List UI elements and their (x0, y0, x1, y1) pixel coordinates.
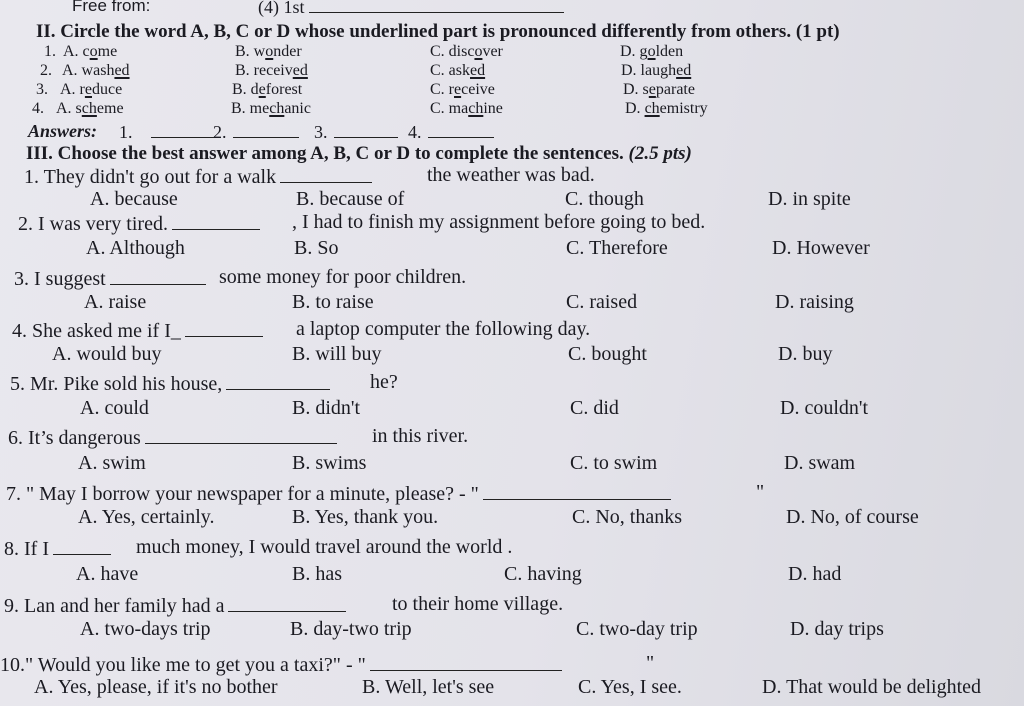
answer-blank[interactable] (185, 318, 263, 337)
underlined-part: e (648, 81, 656, 98)
answer-blank (151, 121, 215, 138)
question-text: 3. I suggest (14, 268, 106, 290)
question-text: 6. It’s dangerous (8, 427, 141, 449)
choice-c[interactable]: C. No, thanks (572, 506, 682, 528)
answer-blank[interactable] (226, 371, 330, 390)
answer-blank[interactable] (483, 481, 671, 500)
choice-c[interactable]: C. did (570, 397, 619, 419)
choice-a[interactable]: A. could (80, 397, 149, 419)
choice-a[interactable]: A. because (90, 188, 178, 210)
question-9 (4, 593, 350, 618)
option-d[interactable]: D. separate (623, 81, 695, 98)
underlined-part: o (89, 43, 98, 60)
choice-d[interactable]: D. raising (775, 291, 854, 313)
choice-c[interactable]: C. Yes, I see. (578, 676, 682, 698)
answers-line (28, 121, 97, 142)
question-text-end: in this river. (372, 425, 469, 447)
underlined-part: ch (269, 100, 285, 117)
underlined-part: ed (292, 62, 308, 79)
choice-c[interactable]: C. having (504, 563, 582, 585)
question-6 (8, 425, 341, 450)
option-d[interactable]: D. laughed (621, 62, 692, 79)
answer-blank[interactable] (145, 425, 337, 444)
choice-d[interactable]: D. day trips (790, 618, 884, 640)
question-8 (4, 536, 115, 561)
choice-a[interactable]: A. raise (84, 291, 147, 313)
row-number: 3. (36, 81, 48, 98)
question-7 (6, 481, 675, 506)
choice-a[interactable]: A. swim (78, 452, 146, 474)
choice-a[interactable]: A. Yes, certainly. (78, 506, 215, 528)
choice-b[interactable]: B. Yes, thank you. (292, 506, 439, 528)
answer-blank[interactable] (172, 211, 260, 230)
row-number: 2. (40, 62, 52, 79)
underlined-part: ch (81, 100, 97, 117)
choice-a[interactable]: A. have (76, 563, 139, 585)
question-5 (10, 371, 334, 396)
underlined-part: o (647, 43, 656, 60)
choice-d[interactable]: D. had (788, 563, 842, 585)
choice-b[interactable]: B. day-two trip (290, 618, 412, 640)
choice-c[interactable]: C. though (565, 188, 644, 210)
question-text-end: to their home village. (392, 593, 564, 615)
answer-blank[interactable] (370, 652, 562, 671)
question-text-end: the weather was bad. (427, 164, 595, 186)
option-a[interactable]: A. washed (62, 62, 130, 79)
choice-b[interactable]: B. swims (292, 452, 367, 474)
choice-a[interactable]: A. two-days trip (80, 618, 211, 640)
choice-d[interactable]: D. couldn't (780, 397, 869, 419)
answer-3: 3. (314, 121, 398, 143)
question-text-end: he? (370, 371, 398, 393)
item4-blank (309, 0, 564, 13)
option-d[interactable]: D. golden (620, 43, 684, 60)
choice-d[interactable]: D. swam (784, 452, 856, 474)
choice-c[interactable]: C. bought (568, 343, 647, 365)
question-3 (14, 266, 210, 291)
option-c[interactable]: C. discover (430, 43, 503, 60)
item4-label: (4) 1st (258, 0, 564, 18)
underlined-part: ed (676, 62, 692, 79)
section3-heading: III. Choose the best answer among A, B, C or D to complete the sentences. (2.5 pts) (26, 143, 692, 164)
choice-b[interactable]: B. didn't (292, 397, 361, 419)
question-text: 1. They didn't go out for a walk (24, 166, 277, 188)
answer-blank[interactable] (228, 593, 346, 612)
question-text: 9. Lan and her family had a (4, 595, 225, 617)
choice-b[interactable]: B. has (292, 563, 342, 585)
question-text-end: some money for poor children. (219, 266, 467, 288)
choice-b[interactable]: B. So (294, 237, 339, 259)
question-text-end: " (646, 652, 655, 674)
choice-d[interactable]: D. No, of course (786, 506, 919, 528)
underlined-part: e (84, 81, 92, 98)
question-text: 5. Mr. Pike sold his house, (10, 373, 223, 395)
answer-2: 2. (213, 121, 299, 143)
option-c[interactable]: C. machine (430, 100, 503, 117)
option-b[interactable]: B. deforest (232, 81, 303, 98)
choice-c[interactable]: C. to swim (570, 452, 658, 474)
choice-b[interactable]: B. Well, let's see (362, 676, 495, 698)
question-text-end: , I had to finish my assignment before going to bed. (292, 211, 706, 233)
answer-4: 4. (408, 121, 494, 143)
question-text-end: much money, I would travel around the world . (136, 536, 513, 558)
question-text: 8. If I (4, 538, 49, 560)
choice-d[interactable]: D. That would be delighted (762, 676, 982, 698)
answer-blank[interactable] (53, 536, 111, 555)
option-d[interactable]: D. chemistry (625, 100, 708, 117)
choice-a[interactable]: A. Although (86, 237, 185, 259)
choice-d[interactable]: D. However (772, 237, 870, 259)
underlined-part: o (474, 43, 483, 60)
choice-c[interactable]: C. raised (566, 291, 638, 313)
choice-b[interactable]: B. will buy (292, 343, 382, 365)
question-text-end: " (756, 481, 765, 503)
option-a[interactable]: A. scheme (56, 100, 124, 117)
underlined-part: ed (114, 62, 130, 79)
underlined-part: e (258, 81, 266, 98)
section3-points: (2.5 pts) (628, 143, 692, 164)
choice-d[interactable]: D. in spite (768, 188, 851, 210)
question-10 (0, 652, 566, 677)
underlined-part: o (265, 43, 274, 60)
question-1 (24, 164, 376, 189)
choice-a[interactable]: A. Yes, please, if it's no bother (34, 676, 278, 698)
choice-b[interactable]: B. to raise (292, 291, 374, 313)
question-text: 7. " May I borrow your newspaper for a minute, please? - " (6, 483, 479, 505)
option-b[interactable]: B. mechanic (231, 100, 311, 117)
answer-blank (334, 121, 398, 138)
option-b[interactable]: B. wonder (235, 43, 302, 60)
underlined-part: e (454, 81, 462, 98)
option-a[interactable]: A. reduce (60, 81, 123, 98)
option-c[interactable]: C. receive (430, 81, 495, 98)
choice-d[interactable]: D. buy (778, 343, 833, 365)
question-text: 2. I was very tired. (18, 213, 168, 235)
option-c[interactable]: C. asked (430, 62, 486, 79)
answer-blank (428, 121, 494, 138)
question-4 (12, 318, 267, 343)
answer-blank[interactable] (280, 164, 372, 183)
question-text: 10." Would you like me to get you a taxi?" - " (0, 654, 366, 676)
question-text: 4. She asked me if I_ (12, 320, 181, 342)
underlined-part: ch (468, 100, 484, 117)
row-number: 4. (32, 100, 44, 117)
question-2 (18, 211, 264, 236)
choice-c[interactable]: C. Therefore (566, 237, 668, 259)
row-number: 1. (44, 43, 56, 60)
answers-label: Answers: (28, 121, 98, 141)
answer-1: 1. (119, 121, 215, 143)
answer-blank (233, 121, 299, 138)
section2-heading: II. Circle the word A, B, C or D whose underlined part is pronounced differently from others. (1 pt) (36, 21, 840, 42)
choice-c[interactable]: C. two-day trip (576, 618, 698, 640)
underlined-part: ed (470, 62, 486, 79)
choice-b[interactable]: B. because of (296, 188, 405, 210)
answer-blank[interactable] (110, 266, 206, 285)
choice-a[interactable]: A. would buy (52, 343, 162, 365)
free-from-label: Free from: (72, 0, 151, 15)
option-a[interactable]: A. come (63, 43, 118, 60)
option-b[interactable]: B. received (235, 62, 308, 79)
question-text-end: a laptop computer the following day. (296, 318, 591, 340)
underlined-part: ch (644, 100, 660, 117)
